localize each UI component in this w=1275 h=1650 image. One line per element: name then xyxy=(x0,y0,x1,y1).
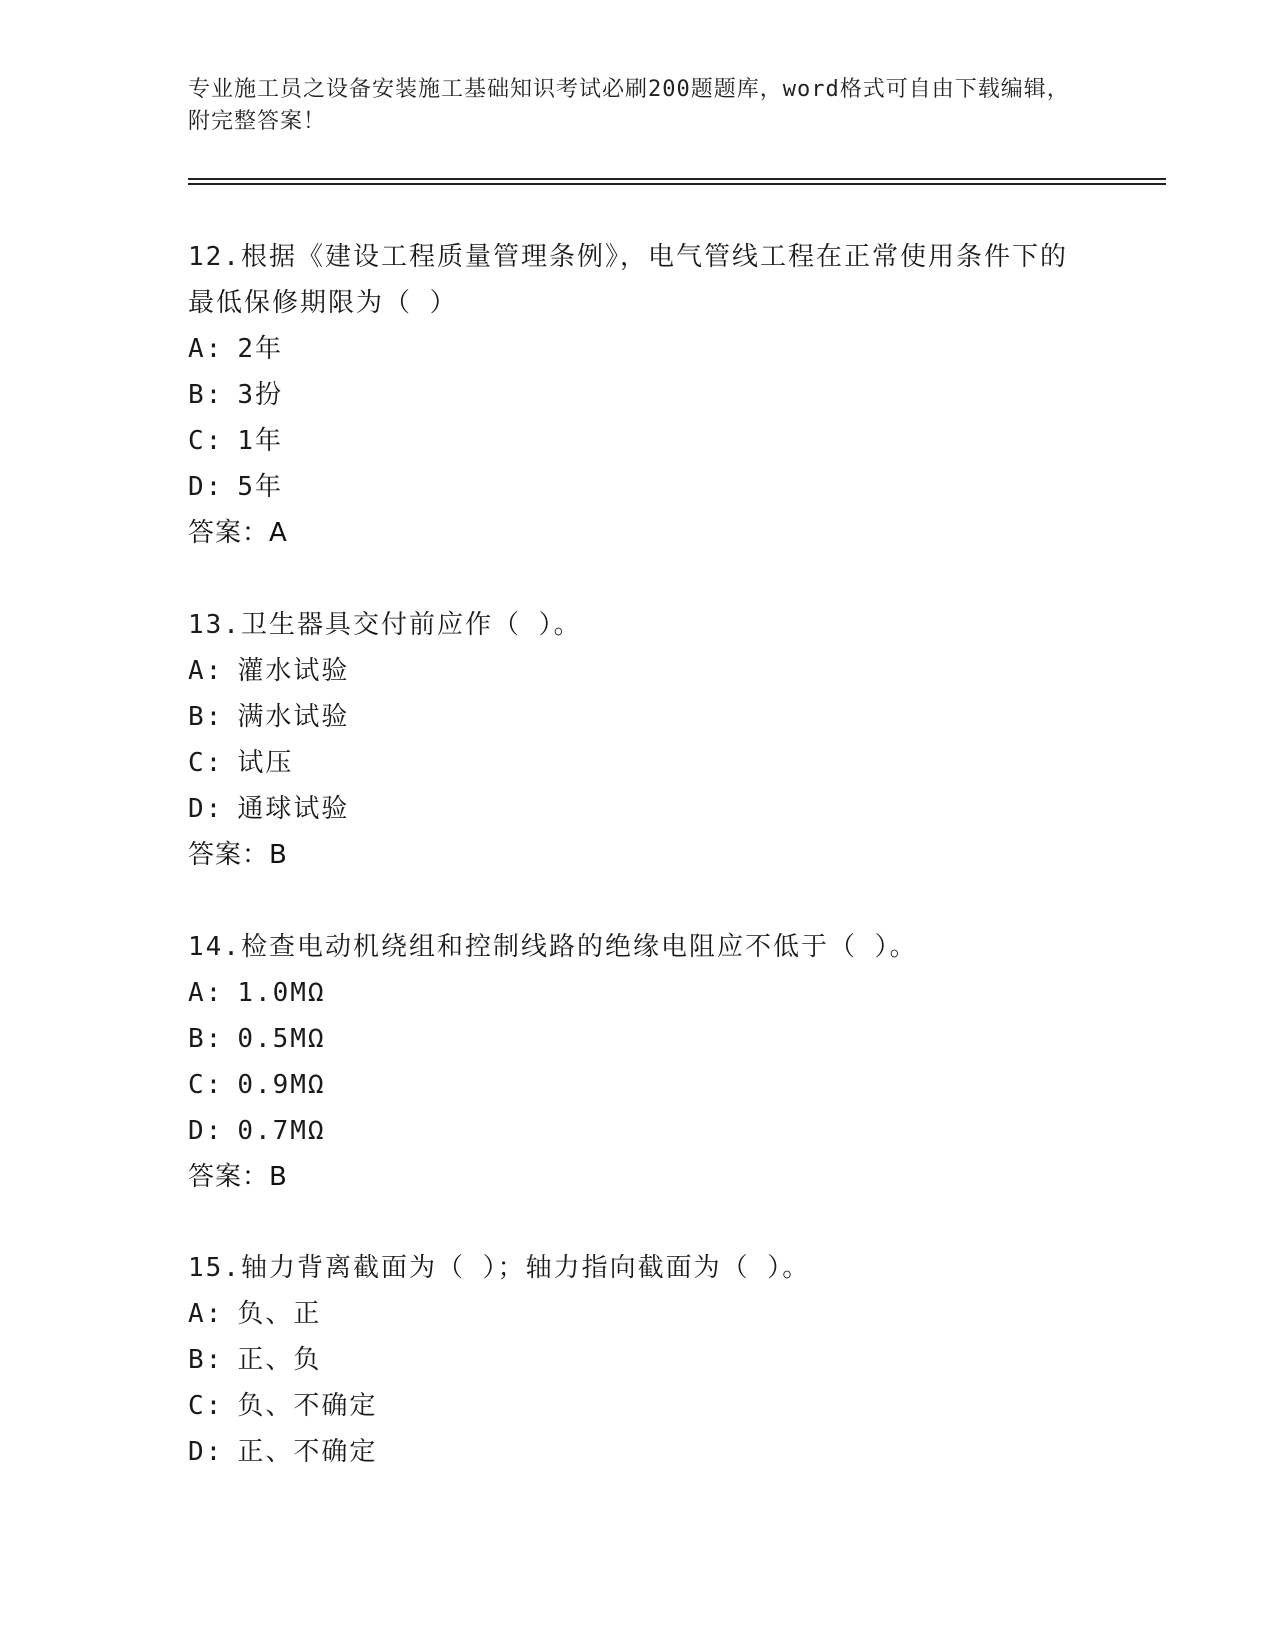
option-d xyxy=(188,464,1088,510)
answer-line: 答案：B xyxy=(188,840,288,870)
question-13 xyxy=(188,602,1088,878)
option-text: 满水试验 xyxy=(237,702,350,732)
header-divider-top xyxy=(188,178,1166,180)
option-letter: C: xyxy=(188,426,224,456)
option-text: 5年 xyxy=(237,472,283,502)
option-text: 0.7MΩ xyxy=(237,1116,326,1146)
option-text: 1.0MΩ xyxy=(237,978,326,1008)
header-divider-bottom xyxy=(188,183,1166,185)
option-a xyxy=(188,326,1088,372)
option-text: 负、正 xyxy=(237,1299,322,1329)
option-b xyxy=(188,372,1088,418)
option-d xyxy=(188,1108,1088,1154)
option-letter: D: xyxy=(188,1437,224,1467)
question-14 xyxy=(188,924,1088,1200)
question-15 xyxy=(188,1245,1088,1475)
option-b xyxy=(188,694,1088,740)
option-letter: D: xyxy=(188,472,224,502)
page-header: 专业施工员之设备安装施工基础知识考试必刷200题题库，word格式可自由下载编辑，附完整答案！ xyxy=(188,77,1070,134)
answer-line: 答案：A xyxy=(188,518,288,548)
option-letter: D: xyxy=(188,794,224,824)
option-c xyxy=(188,1062,1088,1108)
option-letter: B: xyxy=(188,1345,224,1375)
option-d xyxy=(188,786,1088,832)
option-text: 正、负 xyxy=(237,1345,322,1375)
option-c xyxy=(188,740,1088,786)
option-text: 0.9MΩ xyxy=(237,1070,326,1100)
option-letter: C: xyxy=(188,1391,224,1421)
option-letter: B: xyxy=(188,1024,224,1054)
question-12 xyxy=(188,234,1088,556)
option-letter: B: xyxy=(188,380,224,410)
option-text: 0.5MΩ xyxy=(237,1024,326,1054)
option-text: 3扮 xyxy=(237,380,283,410)
option-letter: A: xyxy=(188,656,224,686)
option-letter: A: xyxy=(188,334,224,364)
option-c xyxy=(188,1383,1088,1429)
option-letter: B: xyxy=(188,702,224,732)
question-stem: 12.根据《建设工程质量管理条例》，电气管线工程在正常使用条件下的最低保修期限为（ ） xyxy=(188,242,1068,318)
option-text: 试压 xyxy=(237,748,294,778)
option-letter: C: xyxy=(188,748,224,778)
question-stem: 15.轴力背离截面为（ ）；轴力指向截面为（ ）。 xyxy=(188,1253,811,1283)
option-text: 2年 xyxy=(237,334,283,364)
option-text: 通球试验 xyxy=(237,794,350,824)
option-letter: A: xyxy=(188,978,224,1008)
option-text: 1年 xyxy=(237,426,283,456)
option-a xyxy=(188,1291,1088,1337)
option-letter: A: xyxy=(188,1299,224,1329)
option-d xyxy=(188,1429,1088,1475)
option-b xyxy=(188,1016,1088,1062)
option-a xyxy=(188,648,1088,694)
question-stem: 14.检查电动机绕组和控制线路的绝缘电阻应不低于（ ）。 xyxy=(188,932,918,962)
option-c xyxy=(188,418,1088,464)
option-text: 负、不确定 xyxy=(237,1391,378,1421)
option-a xyxy=(188,970,1088,1016)
option-text: 正、不确定 xyxy=(237,1437,378,1467)
option-letter: C: xyxy=(188,1070,224,1100)
question-stem: 13.卫生器具交付前应作（ ）。 xyxy=(188,610,582,640)
option-b xyxy=(188,1337,1088,1383)
answer-line: 答案：B xyxy=(188,1162,288,1192)
option-text: 灌水试验 xyxy=(237,656,350,686)
option-letter: D: xyxy=(188,1116,224,1146)
